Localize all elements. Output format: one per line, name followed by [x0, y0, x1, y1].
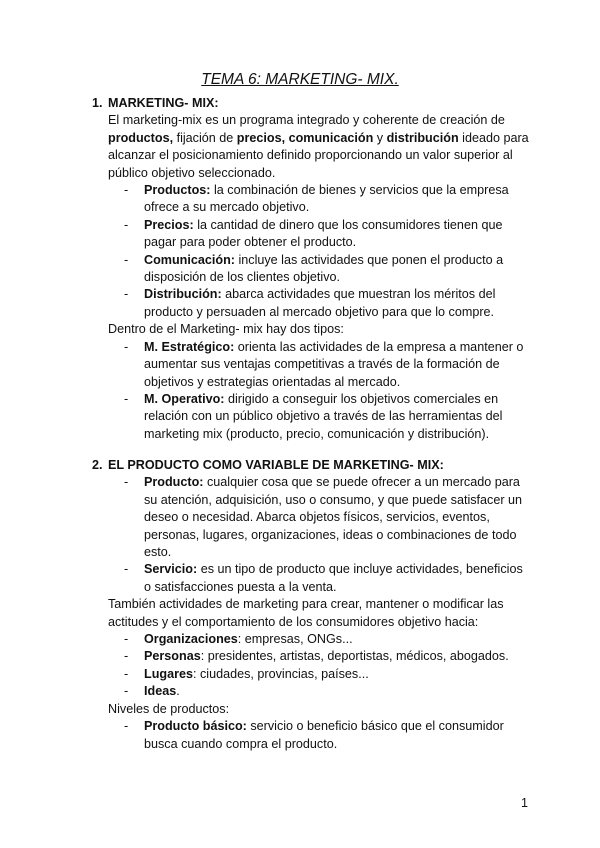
item-text: .: [176, 684, 180, 699]
item-text: : ciudades, provincias, países...: [193, 666, 369, 681]
list-item: [144, 252, 532, 287]
product-definitions-list: [92, 474, 532, 596]
list-item: [144, 474, 532, 561]
item-term: Servicio:: [144, 562, 198, 577]
item-text: : empresas, ONGs...: [237, 632, 353, 647]
page-number: 1: [520, 796, 528, 810]
item-term: Producto básico:: [144, 719, 247, 734]
page-title: TEMA 6: MARKETING- MIX.: [201, 71, 399, 88]
item-term: M. Estratégico:: [144, 339, 235, 354]
marketing-types-list: [92, 339, 532, 443]
intro-bold-precios: precios, comunicación: [236, 130, 374, 145]
section-heading: [92, 95, 532, 112]
list-item: [144, 391, 532, 443]
item-term: Organizaciones: [144, 632, 238, 647]
item-text: la cantidad de dinero que los consumidores tienen que pagar para poder obtener el producto.: [144, 217, 503, 250]
item-term: Precios:: [144, 217, 194, 232]
section-number: 2.: [92, 458, 103, 472]
list-item: [144, 217, 532, 252]
list-item: [144, 683, 532, 700]
mix-elements-list: [92, 182, 532, 321]
intro-text: y: [373, 130, 387, 145]
item-term: Productos:: [144, 183, 211, 198]
list-item: [144, 631, 532, 648]
section-producto: [92, 457, 532, 753]
intro-bold-productos: productos,: [108, 130, 174, 145]
product-levels-list: [92, 718, 532, 753]
item-text: orienta las actividades de la empresa a mantener o aumentar sus ventajas competitivas a través de la formación de objetivos y estrategias orientadas al mercado.: [144, 339, 524, 389]
section-number: 1.: [92, 96, 103, 110]
item-term: Personas: [144, 649, 201, 664]
list-item: [144, 182, 532, 217]
item-term: Comunicación:: [144, 252, 235, 267]
list-item: [144, 339, 532, 391]
item-text: dirigido a conseguir los objetivos comerciales en relación con un público objetivo a través de las herramientas del marketing mix (producto, precio, comunicación y distribución).: [144, 391, 503, 441]
item-term: Ideas: [144, 684, 177, 699]
item-text: la combinación de bienes y servicios que la empresa ofrece a su mercado objetivo.: [144, 183, 509, 215]
section-marketing-mix: [92, 95, 532, 443]
item-text: : presidentes, artistas, deportistas, médicos, abogados.: [200, 649, 509, 664]
intro-text: ideado para alcanzar el posicionamiento definido proporcionando un valor superior al público objetivo seleccionado.: [108, 130, 529, 180]
list-item: [144, 286, 532, 321]
list-item: [144, 666, 532, 683]
intro-bold-distribucion: distribución: [386, 130, 459, 145]
section-heading-text: EL PRODUCTO COMO VARIABLE DE MARKETING- MIX:: [108, 458, 444, 472]
item-term: M. Operativo:: [144, 391, 225, 406]
item-term: Lugares: [144, 666, 193, 681]
intro-text: fijación de: [173, 130, 237, 145]
list-item: [144, 718, 532, 753]
section-heading: [92, 457, 532, 474]
levels-intro: Niveles de productos:: [108, 701, 230, 716]
also-paragraph: También actividades de marketing para crear, mantener o modificar las actitudes y el comportamiento de los consumidores objetivo hacia:: [108, 597, 504, 629]
item-text: incluye las actividades que ponen el producto a disposición de los clientes objetivo.: [144, 252, 504, 285]
item-text: servicio o beneficio básico que el consumidor busca cuando compra el producto.: [144, 719, 504, 751]
item-text: cualquier cosa que se puede ofrecer a un mercado para su atención, adquisición, uso o consumo, y que puede satisfacer un deseo o necesidad. Abarca objetos físicos, servicios, eventos, personas, lugares, organizaciones, ideas o combinaciones de todo esto.: [144, 475, 523, 560]
list-item: [144, 561, 532, 596]
types-intro: Dentro de el Marketing- mix hay dos tipos:: [108, 322, 344, 337]
item-term: Distribución:: [144, 287, 222, 302]
intro-paragraph: [108, 112, 532, 182]
item-text: es un tipo de producto que incluye actividades, beneficios o satisfacciones puesta a la venta.: [144, 562, 523, 594]
item-text: abarca actividades que muestran los méritos del producto y persuaden al mercado objetivo para que lo compre.: [144, 287, 496, 319]
intro-text: El marketing-mix es un programa integrado y coherente de creación de: [108, 113, 505, 128]
item-term: Producto:: [144, 475, 204, 490]
targets-list: [92, 631, 532, 701]
list-item: [144, 648, 532, 665]
section-heading-text: MARKETING- MIX:: [108, 96, 219, 110]
